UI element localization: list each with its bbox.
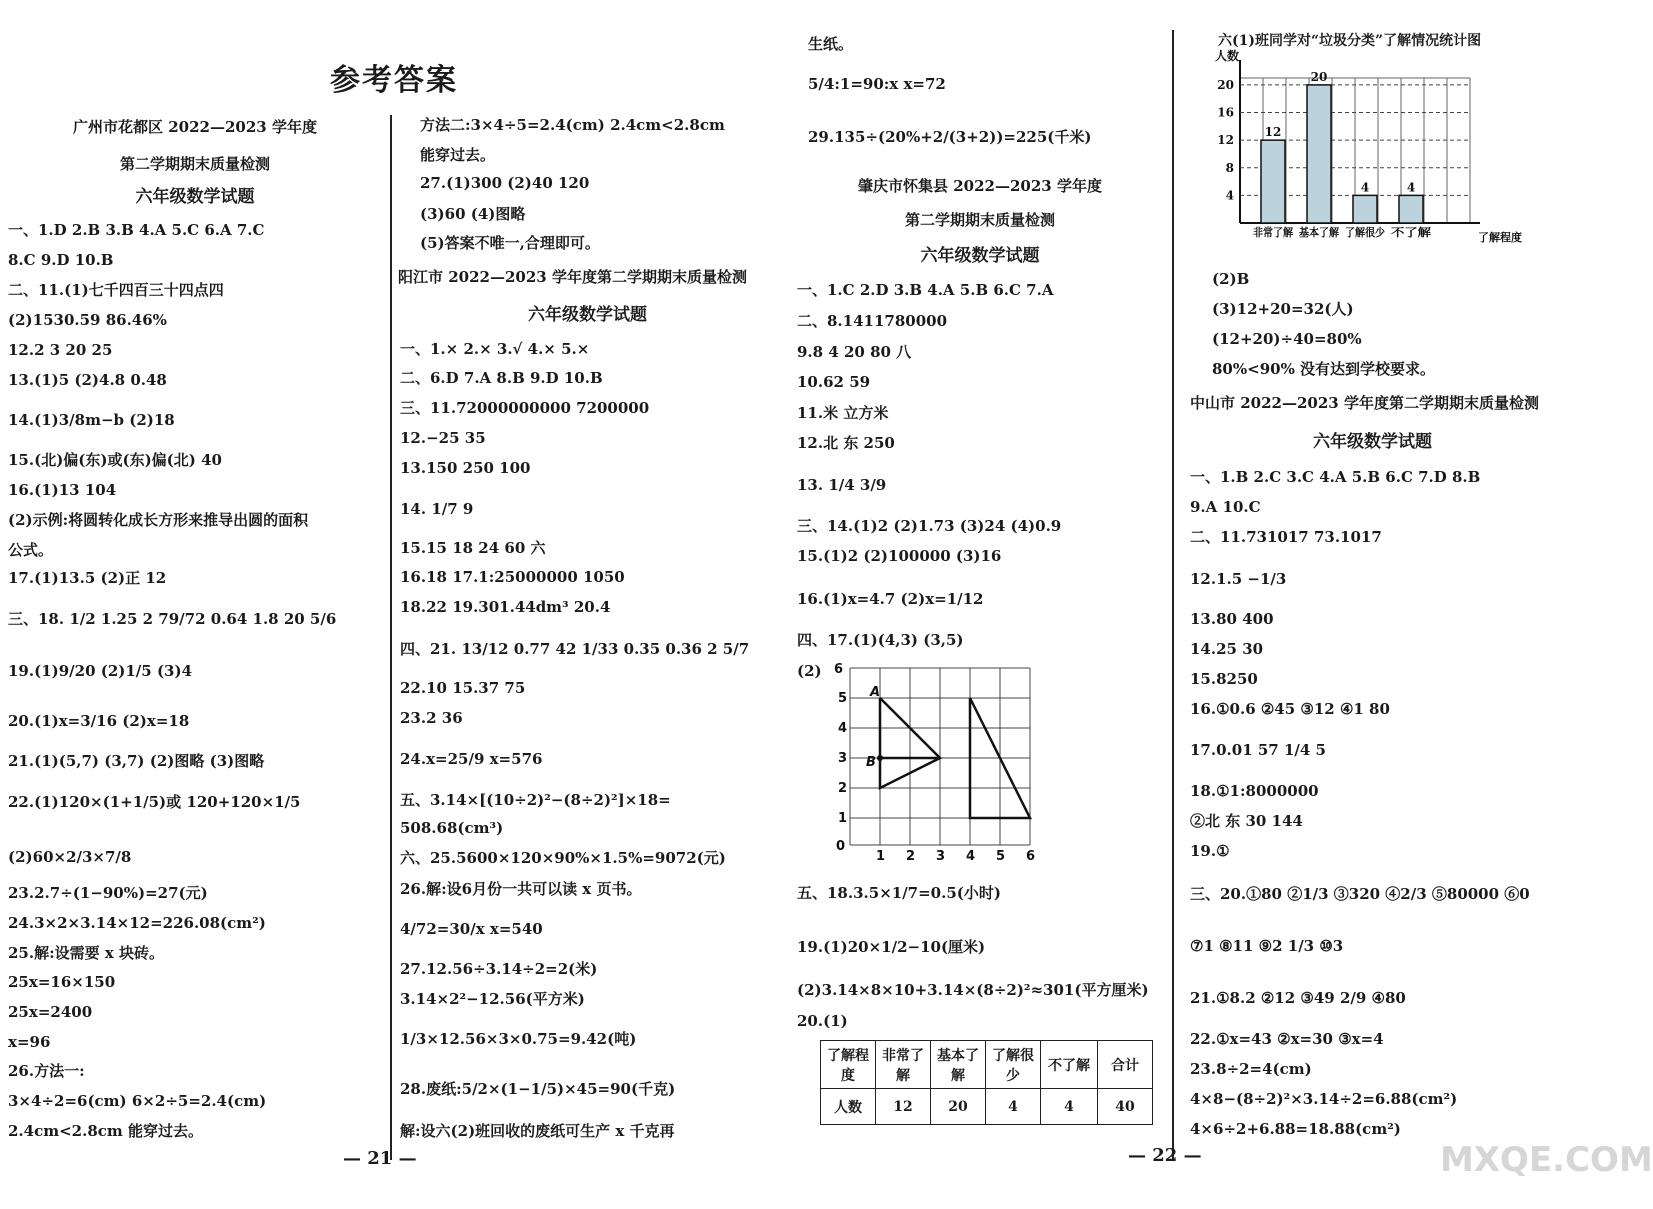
bar-value-label: 20	[1310, 69, 1328, 84]
answer-line: (5)答案不唯一,合理即可。	[420, 234, 600, 252]
table-header-cell: 了解程度	[821, 1041, 876, 1089]
answer-line: 13.(1)5 (2)4.8 0.48	[8, 371, 167, 389]
answer-line: 11.米 立方米	[797, 404, 889, 422]
page-number-left: — 21 —	[343, 1148, 417, 1169]
table-header-cell: 不了解	[1041, 1041, 1098, 1089]
answer-line: 17.(1)13.5 (2)正 12	[8, 569, 167, 587]
answer-line: 26.解:设6月份一共可以读 x 页书。	[400, 880, 642, 898]
svg-text:4: 4	[838, 721, 848, 736]
answer-line: 13.150 250 100	[400, 459, 531, 477]
answer-line: 解:设六(2)班回收的废纸可生产 x 千克再	[400, 1122, 675, 1140]
answer-line: 16.18 17.1:25000000 1050	[400, 568, 625, 586]
answer-line: (2)	[797, 662, 822, 680]
svg-text:0: 0	[836, 839, 846, 854]
section-header-2: 六年级数学试题	[1313, 432, 1432, 452]
answer-line: 29.135÷(20%+2/(3+2))=225(千米)	[808, 128, 1092, 146]
answer-line: 80%<90% 没有达到学校要求。	[1212, 360, 1436, 378]
answer-line: 16.(1)13 104	[8, 481, 117, 499]
answer-line: 8.C 9.D 10.B	[8, 251, 114, 269]
answer-line: 一、1.B 2.C 3.C 4.A 5.B 6.C 7.D 8.B	[1190, 468, 1481, 486]
answer-line: 六、25.5600×120×90%×1.5%=9072(元)	[400, 849, 726, 867]
answer-line: 23.8÷2=4(cm)	[1190, 1060, 1312, 1078]
answer-line: 1/3×12.56×3×0.75=9.42(吨)	[400, 1030, 637, 1048]
svg-text:2: 2	[906, 849, 916, 864]
answer-line: 二、6.D 7.A 8.B 9.D 10.B	[400, 369, 603, 387]
answer-line: (3)12+20=32(人)	[1212, 300, 1354, 318]
page-title: 参考答案	[330, 63, 458, 98]
answer-line: 能穿过去。	[420, 146, 496, 164]
answer-line: 27.12.56÷3.14÷2=2(米)	[400, 960, 598, 978]
answer-line: 15.15 18 24 60 六	[400, 539, 546, 557]
answer-line: 16.(1)x=4.7 (2)x=1/12	[797, 590, 984, 608]
page-number-right: — 22 —	[1128, 1145, 1202, 1166]
coordinate-grid-figure	[830, 660, 1060, 870]
answer-line: 三、20.①80 ②1/3 ③320 ④2/3 ⑤80000 ⑥0	[1190, 885, 1530, 903]
answer-line: 9.8 4 20 80 八	[797, 343, 912, 361]
answer-line: 14.25 30	[1190, 640, 1264, 658]
answer-line: 19.(1)20×1/2−10(厘米)	[797, 938, 986, 956]
svg-text:5: 5	[996, 849, 1006, 864]
category-label: 了解很少	[1345, 226, 1389, 239]
y-tick-label: 20	[1217, 77, 1234, 92]
answer-line: 4×8−(8÷2)²×3.14÷2=6.88(cm²)	[1190, 1090, 1458, 1108]
table-header-cell: 了解很少	[986, 1041, 1041, 1089]
survey-table	[820, 1040, 1153, 1125]
category-label: 基本了解	[1299, 226, 1343, 239]
answer-line: 23.2.7÷(1−90%)=27(元)	[8, 884, 208, 902]
answer-line: 五、18.3.5×1/7=0.5(小时)	[797, 884, 1001, 902]
answer-line: 12.2 3 20 25	[8, 341, 113, 359]
watermark-text: MXQE.COM	[1440, 1140, 1653, 1180]
answer-line: 28.废纸:5/2×(1−1/5)×45=90(千克)	[400, 1080, 676, 1098]
answer-line: 13. 1/4 3/9	[797, 476, 887, 494]
section-header-1: 肇庆市怀集县 2022—2023 学年度	[858, 177, 1102, 195]
bar	[1399, 195, 1423, 223]
answer-line: 2.4cm<2.8cm 能穿过去。	[8, 1122, 203, 1140]
table-cell: 人数	[821, 1089, 876, 1125]
answer-line: 14. 1/7 9	[400, 500, 474, 518]
svg-text:6: 6	[834, 662, 844, 677]
answer-line: 16.①0.6 ②45 ③12 ④1 80	[1190, 700, 1390, 718]
answer-line: 17.0.01 57 1/4 5	[1190, 741, 1326, 759]
answer-line: (12+20)÷40=80%	[1212, 330, 1362, 348]
category-label: 非常了解	[1253, 226, 1297, 239]
answer-line: 10.62 59	[797, 373, 871, 391]
answer-line: 3×4÷2=6(cm) 6×2÷5=2.4(cm)	[8, 1092, 267, 1110]
answer-line: (2)B	[1212, 270, 1250, 288]
section-header-1: 广州市花都区 2022—2023 学年度	[73, 118, 317, 136]
x-axis-label: 了解程度	[1478, 231, 1522, 244]
answer-line: ⑦1 ⑧11 ⑨2 1/3 ⑩3	[1190, 937, 1344, 955]
answer-line: 25x=2400	[8, 1003, 93, 1021]
answer-line: 公式。	[8, 541, 54, 559]
answer-line: 24.3×2×3.14×12=226.08(cm²)	[8, 914, 266, 932]
answer-line: 二、11.731017 73.1017	[1190, 528, 1382, 546]
chart-title: 六(1)班同学对“垃圾分类”了解情况统计图	[1218, 33, 1482, 49]
answer-line: 20.(1)x=3/16 (2)x=18	[8, 712, 190, 730]
table-header-cell: 合计	[1098, 1041, 1153, 1089]
column-divider	[390, 115, 392, 1160]
section-header-1: 阳江市 2022—2023 学年度第二学期期末质量检测	[398, 268, 747, 286]
section-header-3: 六年级数学试题	[920, 246, 1040, 266]
answer-line: 22.①x=43 ②x=30 ③x=4	[1190, 1030, 1384, 1048]
table-cell: 4	[986, 1089, 1041, 1125]
bar-value-label: 4	[1360, 180, 1370, 195]
answer-line: 15.8250	[1190, 670, 1258, 688]
answer-line: 27.(1)300 (2)40 120	[420, 174, 590, 192]
answer-line: (2)3.14×8×10+3.14×(8÷2)²≈301(平方厘米)	[797, 981, 1149, 999]
answer-line: 三、11.72000000000 7200000	[400, 399, 650, 417]
answer-line: (2)示例:将圆转化成长方形来推导出圆的面积	[8, 511, 309, 529]
answer-line: 12.北 东 250	[797, 434, 895, 452]
svg-text:1: 1	[876, 849, 886, 864]
answer-line: 12.−25 35	[400, 429, 486, 447]
answer-line: 23.2 36	[400, 709, 463, 727]
svg-text:3: 3	[936, 849, 946, 864]
table-header-cell: 基本了解	[931, 1041, 986, 1089]
bar	[1353, 195, 1377, 223]
answer-line: 18.22 19.301.44dm³ 20.4	[400, 598, 611, 616]
answer-line: 24.x=25/9 x=576	[400, 750, 543, 768]
svg-text:1: 1	[838, 811, 848, 826]
answer-line: 25.解:设需要 x 块砖。	[8, 944, 165, 962]
y-tick-label: 12	[1217, 133, 1234, 148]
answer-line: x=96	[8, 1033, 51, 1051]
answer-line: 四、17.(1)(4,3) (3,5)	[797, 631, 964, 649]
answer-line: 21.①8.2 ②12 ③49 2/9 ④80	[1190, 989, 1406, 1007]
svg-text:5: 5	[838, 691, 848, 706]
table-cell: 12	[876, 1089, 931, 1125]
svg-text:3: 3	[838, 751, 848, 766]
table-cell: 4	[1041, 1089, 1098, 1125]
y-tick-label: 4	[1225, 188, 1234, 203]
svg-text:6: 6	[1026, 849, 1036, 864]
svg-text:A: A	[870, 685, 881, 700]
answer-line: 18.①1:8000000	[1190, 782, 1319, 800]
table-header-cell: 非常了解	[876, 1041, 931, 1089]
answer-line: 3.14×2²−12.56(平方米)	[400, 990, 585, 1008]
answer-line: 21.(1)(5,7) (3,7) (2)图略 (3)图略	[8, 752, 265, 770]
answer-line: 25x=16×150	[8, 973, 116, 991]
answer-line: 生纸。	[808, 35, 854, 53]
answer-line: 三、18. 1/2 1.25 2 79/72 0.64 1.8 20 5/6	[8, 610, 337, 628]
answer-line: ②北 东 30 144	[1190, 812, 1303, 830]
y-tick-label: 8	[1225, 160, 1234, 175]
answer-line: 15.(1)2 (2)100000 (3)16	[797, 547, 1002, 565]
category-label: 不了解	[1391, 226, 1424, 239]
answer-line: 四、21. 13/12 0.77 42 1/33 0.35 0.36 2 5/7	[400, 640, 750, 658]
answer-line: 508.68(cm³)	[400, 819, 504, 837]
section-header-2: 第二学期期末质量检测	[904, 211, 1055, 229]
answer-line: 15.(北)偏(东)或(东)偏(北) 40	[8, 451, 222, 469]
section-header-3: 六年级数学试题	[135, 187, 255, 207]
answer-line: 二、8.1411780000	[797, 312, 948, 330]
answer-line: (3)60 (4)图略	[420, 205, 526, 223]
answer-line: 19.(1)9/20 (2)1/5 (3)4	[8, 662, 193, 680]
answer-line: 二、11.(1)七千四百三十四点四	[8, 281, 224, 299]
table-cell: 20	[931, 1089, 986, 1125]
answer-line: 三、14.(1)2 (2)1.73 (3)24 (4)0.9	[797, 517, 1062, 535]
bar-value-label: 12	[1264, 125, 1282, 140]
answer-line: 一、1.C 2.D 3.B 4.A 5.B 6.C 7.A	[797, 281, 1054, 299]
bar-chart	[1185, 48, 1525, 253]
answer-line: 一、1.D 2.B 3.B 4.A 5.C 6.A 7.C	[8, 221, 265, 239]
y-tick-label: 16	[1217, 105, 1234, 120]
answer-line: 20.(1)	[797, 1012, 848, 1030]
answer-line: 五、3.14×[(10÷2)²−(8÷2)²]×18=	[400, 791, 671, 809]
answer-line: 4/72=30/x x=540	[400, 920, 543, 938]
section-header-2: 第二学期期末质量检测	[119, 155, 270, 173]
answer-line: 4×6÷2+6.88=18.88(cm²)	[1190, 1120, 1401, 1138]
bar	[1261, 140, 1285, 223]
section-header-2: 六年级数学试题	[528, 305, 647, 325]
answer-line: 14.(1)3/8m−b (2)18	[8, 411, 175, 429]
answer-line: 5/4:1=90:x x=72	[808, 75, 946, 93]
answer-line: (2)1530.59 86.46%	[8, 311, 167, 329]
svg-text:B: B	[866, 755, 876, 770]
column-divider	[1172, 30, 1174, 1160]
answer-line: 一、1.× 2.× 3.√ 4.× 5.×	[400, 340, 590, 358]
answer-line: 12.1.5 −1/3	[1190, 570, 1287, 588]
table-cell: 40	[1098, 1089, 1153, 1125]
answer-line: 13.80 400	[1190, 610, 1274, 628]
answer-line: 19.①	[1190, 842, 1230, 860]
answer-line: 方法二:3×4÷5=2.4(cm) 2.4cm<2.8cm	[420, 116, 725, 134]
bar-value-label: 4	[1406, 180, 1416, 195]
answer-line: 22.(1)120×(1+1/5)或 120+120×1/5	[8, 793, 301, 811]
svg-text:4: 4	[966, 849, 976, 864]
section-header-1: 中山市 2022—2023 学年度第二学期期末质量检测	[1190, 394, 1539, 412]
svg-text:2: 2	[838, 781, 848, 796]
answer-line: 9.A 10.C	[1190, 498, 1261, 516]
answer-line: 22.10 15.37 75	[400, 679, 526, 697]
answer-line: 26.方法一:	[8, 1062, 85, 1080]
bar	[1307, 85, 1331, 223]
y-axis-label: 人数	[1215, 49, 1240, 63]
answer-line: (2)60×2/3×7/8	[8, 848, 132, 866]
